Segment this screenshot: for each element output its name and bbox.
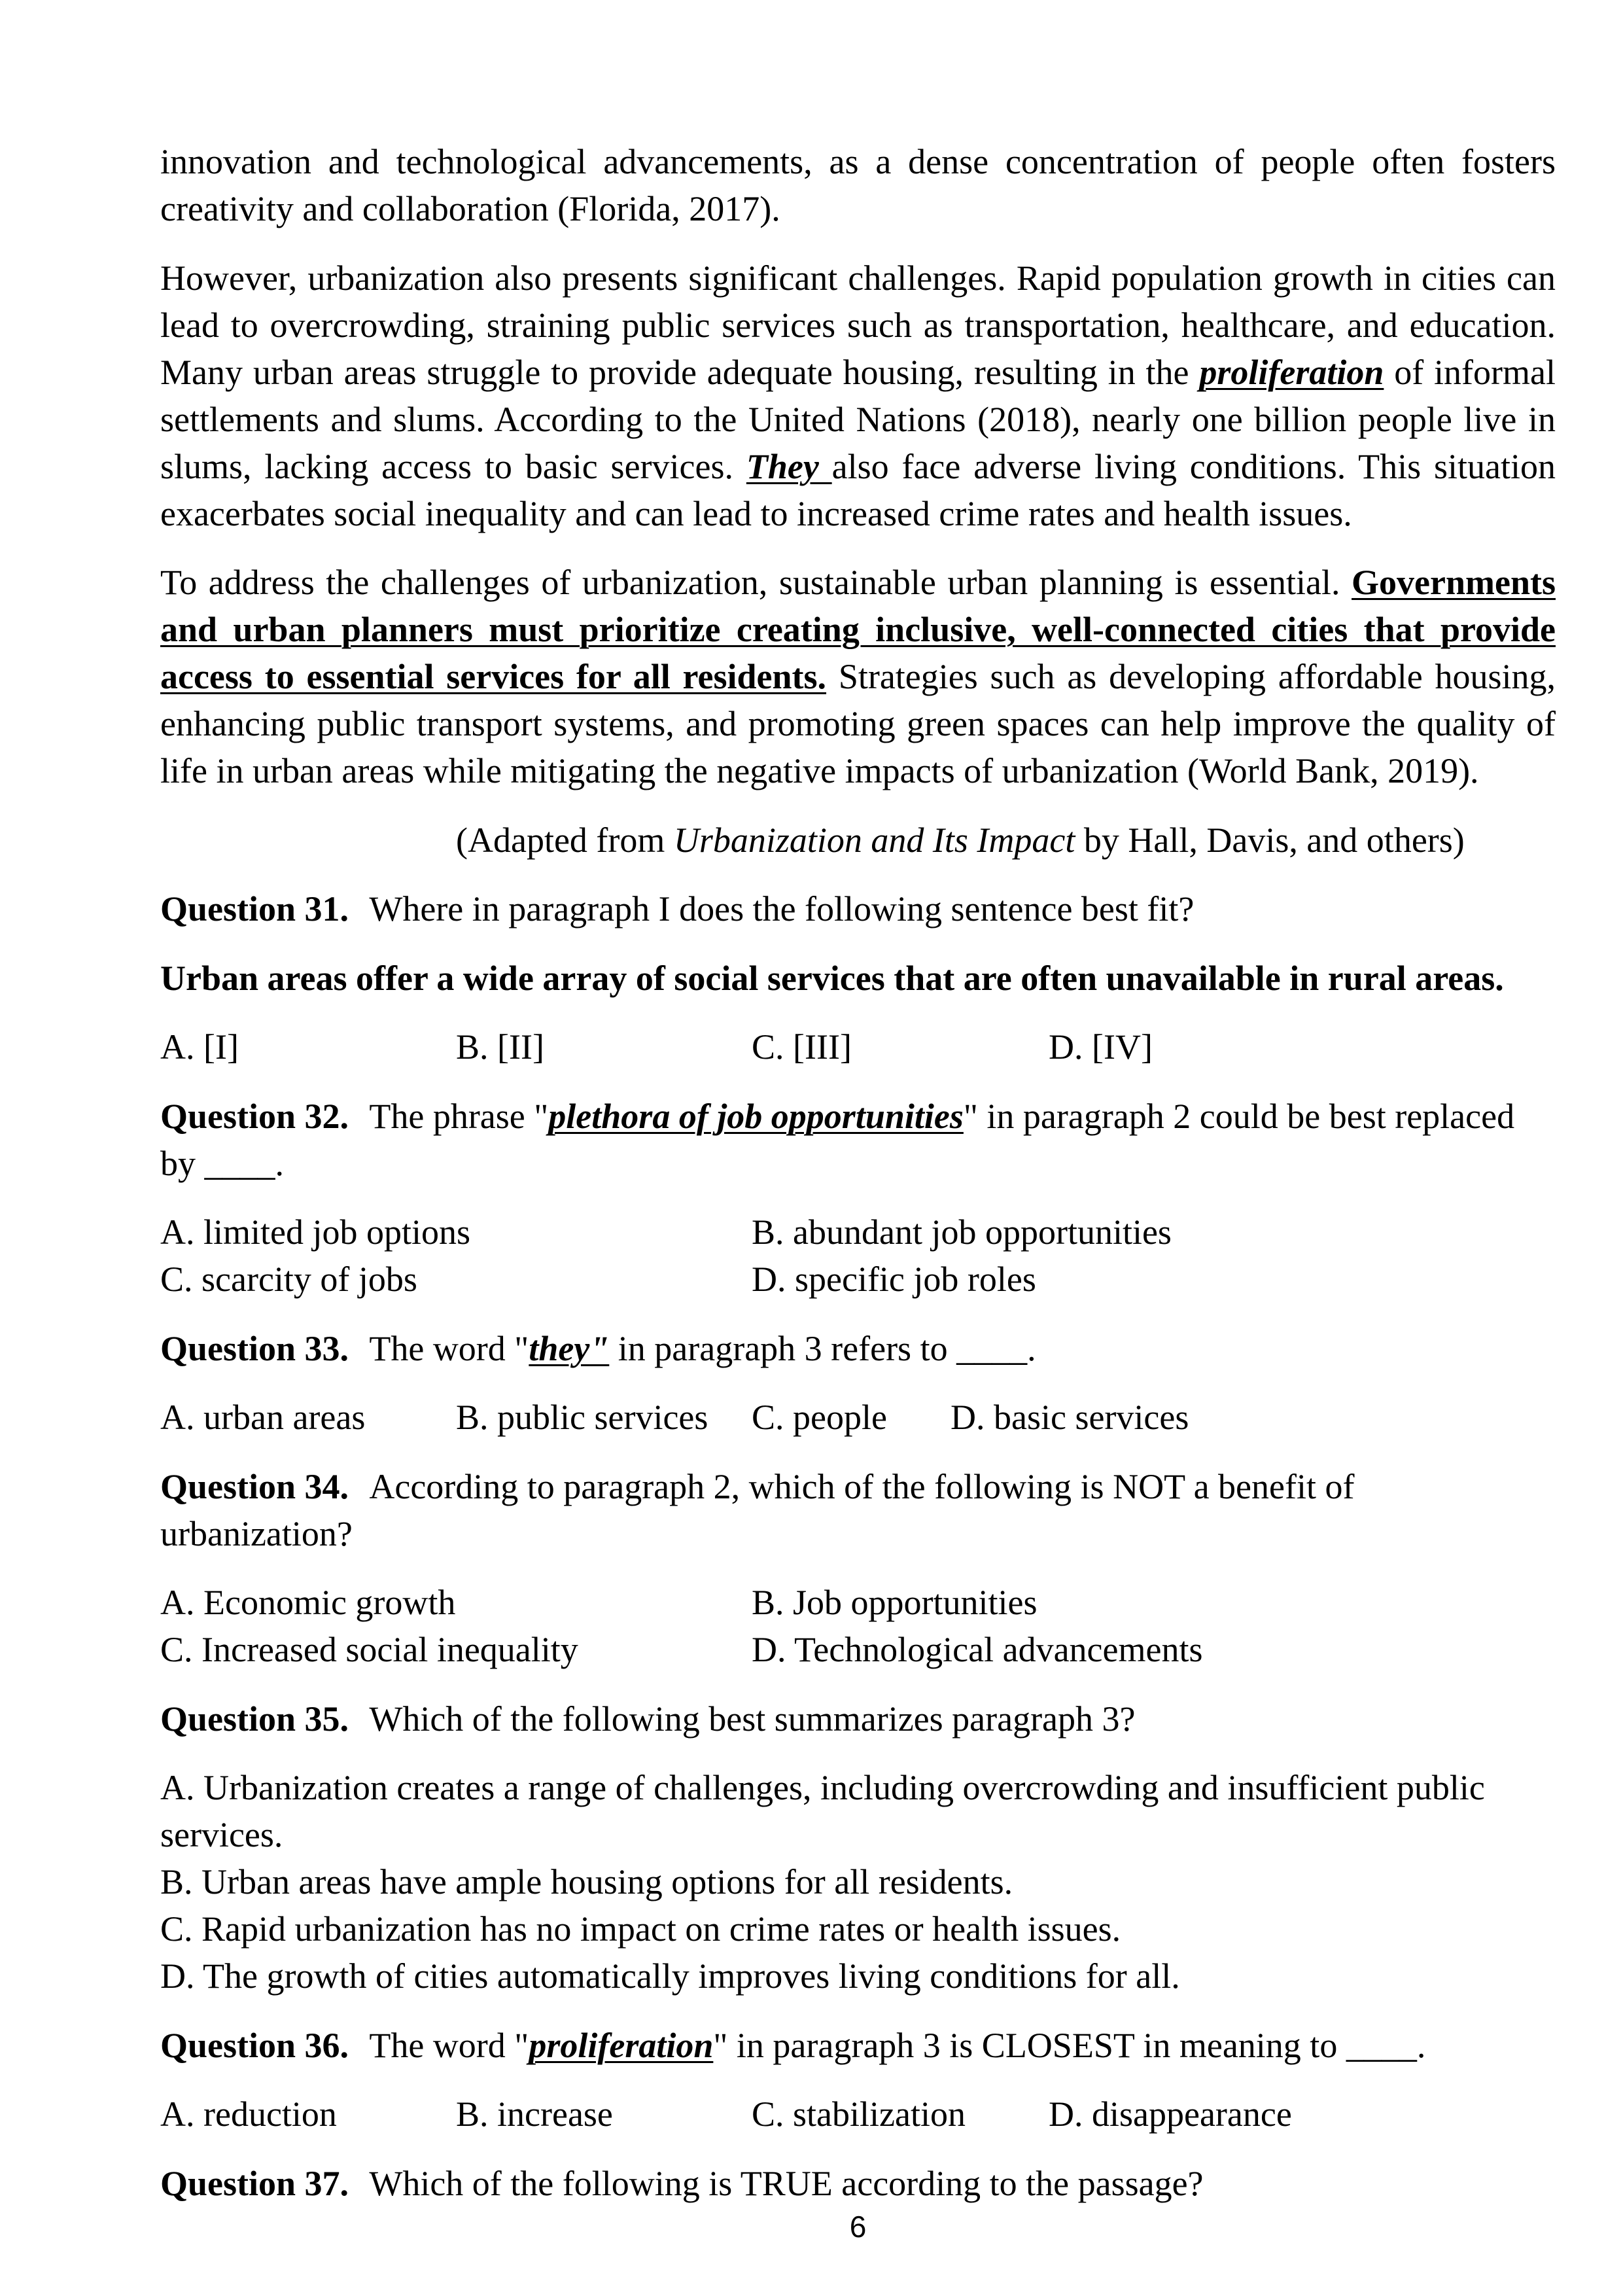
question-text-continuation: by ____. (160, 1143, 284, 1183)
option-d: D. disappearance (1049, 2094, 1292, 2134)
option-a: A. Urbanization creates a range of challenges, including overcrowding and insufficient public services. (160, 1768, 1485, 1854)
question-34-options (160, 1579, 1556, 1673)
page-number: 6 (849, 2210, 867, 2244)
option-a: A. [I] (160, 1027, 239, 1067)
question-label: Question 33. (160, 1328, 349, 1368)
question-label: Question 32. (160, 1096, 349, 1136)
source-title: Urbanization and Its Impact (673, 820, 1075, 860)
option-c: C. [III] (752, 1027, 852, 1067)
question-text-suffix: " in paragraph 3 is CLOSEST in meaning to ____. (713, 2025, 1426, 2065)
option-b: B. Job opportunities (752, 1583, 1038, 1622)
question-text-prefix: The word " (369, 2025, 529, 2065)
option-b: B. public services (456, 1398, 708, 1437)
passage-paragraph-4 (160, 559, 1556, 794)
option-d: D. basic services (951, 1398, 1189, 1437)
passage-source (160, 817, 1556, 864)
option-a: A. Economic growth (160, 1583, 456, 1622)
question-label: Question 34. (160, 1466, 349, 1506)
question-31-sentence: Urban areas offer a wide array of social services that are often unavailable in rural areas. (160, 958, 1504, 998)
question-35-options (160, 1764, 1556, 2000)
question-label: Question 31. (160, 889, 349, 928)
highlighted-phrase: plethora of job opportunities (548, 1096, 964, 1136)
passage-paragraph-1-end: innovation and technological advancements, as a dense concentration of people often fosters creativity and collaboration (Florida, 2017). (160, 142, 1556, 228)
question-31-stem (160, 885, 1556, 932)
options-row-2 (160, 1626, 1556, 1673)
question-34-stem (160, 1463, 1556, 1557)
option-c: C. Increased social inequality (160, 1630, 578, 1669)
question-text-suffix: in paragraph 3 refers to ____. (609, 1328, 1036, 1368)
paragraph-3-text-2: of informal settlements and slums. According to the United Nations (2018), nearly one billion people live in slums, lacking access to basic services. (160, 352, 1556, 486)
question-text-suffix: " in paragraph 2 could be best replaced (963, 1096, 1515, 1136)
highlighted-word: they" (529, 1328, 610, 1368)
question-label: Question 35. (160, 1699, 349, 1739)
option-c: C. people (752, 1398, 887, 1437)
paragraph-4-text-1: To address the challenges of urbanization, sustainable urban planning is essential. (160, 563, 1352, 602)
question-text-prefix: The word " (369, 1328, 529, 1368)
question-text: According to paragraph 2, which of the following is NOT a benefit of (369, 1466, 1355, 1506)
option-c: C. stabilization (752, 2094, 966, 2134)
paragraph-3-text-1: However, urbanization also presents significant challenges. Rapid population growth in cities can lead to overcrowding, straining public services such as transportation, healthcare, and education. Many urban areas struggle to provide adequate housing, resulting in the (160, 258, 1556, 392)
option-b: B. Urban areas have ample housing options for all residents. (160, 1862, 1013, 1901)
question-33-options (160, 1394, 1556, 1441)
options-row-2 (160, 1256, 1556, 1303)
passage-paragraph-3 (160, 255, 1556, 537)
highlighted-sentence: Governments and urban planners must prioritize creating inclusive, well-connected cities that provide access to essential services for all residents. (160, 563, 1556, 696)
option-b: B. increase (456, 2094, 613, 2134)
question-36-options (160, 2091, 1556, 2138)
question-text: Which of the following best summarizes paragraph 3? (369, 1699, 1136, 1739)
option-a: A. urban areas (160, 1398, 366, 1437)
question-32-options (160, 1209, 1556, 1303)
paragraph-3-text-3: also face adverse living conditions. This situation exacerbates social inequality and can lead to increased crime rates and health issues. (160, 446, 1556, 533)
question-32-stem (160, 1093, 1556, 1187)
question-text-continuation: urbanization? (160, 1513, 353, 1553)
highlighted-word: proliferation (529, 2025, 714, 2065)
question-31-options (160, 1023, 1556, 1070)
page-content (160, 138, 1556, 2229)
question-33-stem (160, 1325, 1556, 1372)
options-row-1 (160, 1209, 1556, 1256)
highlighted-word-they: They (746, 446, 832, 486)
question-36-stem (160, 2022, 1556, 2069)
option-c: C. Rapid urbanization has no impact on crime rates or health issues. (160, 1909, 1121, 1949)
option-d: D. specific job roles (752, 1260, 1036, 1299)
options-row-1 (160, 1579, 1556, 1626)
question-text: Which of the following is TRUE according to the passage? (369, 2163, 1204, 2203)
option-b: B. abundant job opportunities (752, 1212, 1172, 1252)
option-a: A. reduction (160, 2094, 337, 2134)
paragraph-4-text-2: Strategies such as developing affordable housing, enhancing public transport systems, and promoting green spaces can help improve the quality of life in urban areas while mitigating the negative impacts of urbanization (World Bank, 2019). (160, 657, 1556, 790)
option-b: B. [II] (456, 1027, 544, 1067)
question-35-stem (160, 1695, 1556, 1742)
highlighted-word-proliferation: proliferation (1199, 352, 1384, 392)
question-label: Question 37. (160, 2163, 349, 2203)
option-d: D. Technological advancements (752, 1630, 1203, 1669)
option-a: A. limited job options (160, 1212, 471, 1252)
question-37-stem (160, 2160, 1556, 2207)
question-label: Question 36. (160, 2025, 349, 2065)
option-d: D. The growth of cities automatically improves living conditions for all. (160, 1956, 1180, 1996)
option-c: C. scarcity of jobs (160, 1260, 417, 1299)
option-d: D. [IV] (1049, 1027, 1153, 1067)
source-suffix: by Hall, Davis, and others) (1075, 820, 1465, 860)
question-text-prefix: The phrase " (369, 1096, 549, 1136)
source-prefix: (Adapted from (456, 820, 674, 860)
question-text: Where in paragraph I does the following sentence best fit? (369, 889, 1195, 928)
